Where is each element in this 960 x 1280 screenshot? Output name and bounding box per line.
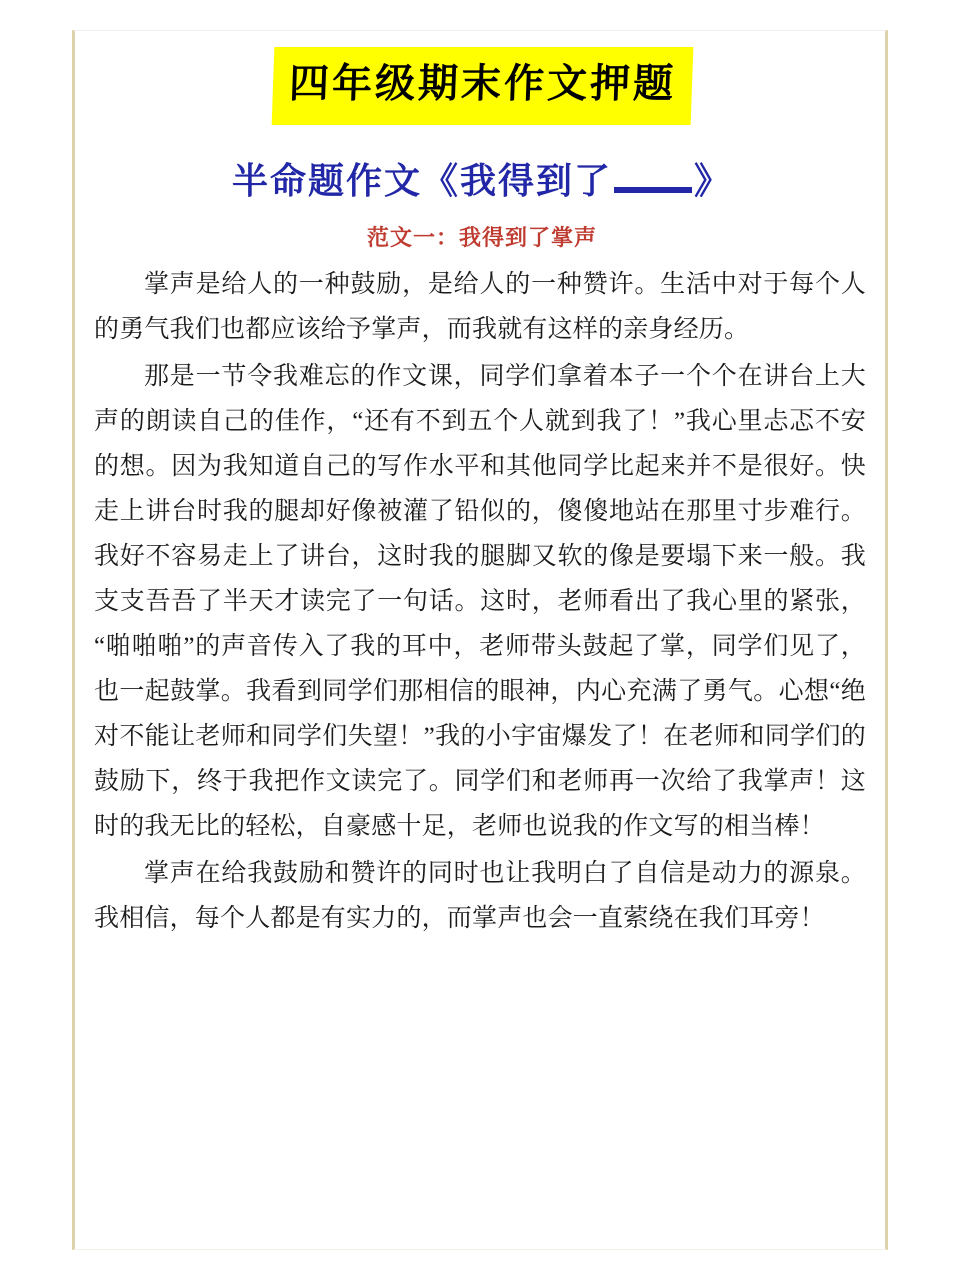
- subtitle-prefix-text: 半命题作文《我得到了: [231, 159, 612, 202]
- document-title-row: [90, 30, 874, 142]
- section-heading-row: [90, 214, 874, 258]
- essay-body: [90, 262, 874, 941]
- subtitle: [232, 153, 732, 204]
- subtitle-suffix-text: 》: [694, 159, 733, 202]
- fill-in-blank-underline: [614, 187, 692, 193]
- document-content: [90, 30, 874, 1250]
- paragraph: 那是一节令我难忘的作文课，同学们拿着本子一个个在讲台上大声的朗读自己的佳作，“还有不到五个人就到我了！”我心里忐忑不安的想。因为我知道自己的写作水平和其他同学比起来并不是很好。快走上讲台时我的腿却好像被灌了铅似的，傻傻地站在那里寸步难行。我好不容易走上了讲台，这时我的腿脚又软的像是要塌下来一般。我支支吾吾了半天才读完了一句话。这时，老师看出了我心里的紧张，“啪啪啪”的声音传入了我的耳中，老师带头鼓起了掌，同学们见了，也一起鼓掌。我看到同学们那相信的眼神，内心充满了勇气。心想“绝对不能让老师和同学们失望！”我的小宇宙爆发了！在老师和同学们的鼓励下，终于我把作文读完了。同学们和老师再一次给了我掌声！这时的我无比的轻松，自豪感十足，老师也说我的作文写的相当棒！: [94, 363, 866, 840]
- document-subtitle-row: [90, 142, 874, 214]
- section-heading: 范文一：我得到了掌声: [366, 224, 597, 250]
- paragraph: 掌声是给人的一种鼓励，是给人的一种赞许。生活中对于每个人的勇气我们也都应该给予掌声，而我就有这样的亲身经历。: [94, 271, 866, 343]
- paragraph: 掌声在给我鼓励和赞许的同时也让我明白了自信是动力的源泉。我相信，每个人都是有实力的，而掌声也会一直萦绕在我们耳旁！: [94, 860, 866, 932]
- page-title: 四年级期末作文押题: [271, 47, 693, 125]
